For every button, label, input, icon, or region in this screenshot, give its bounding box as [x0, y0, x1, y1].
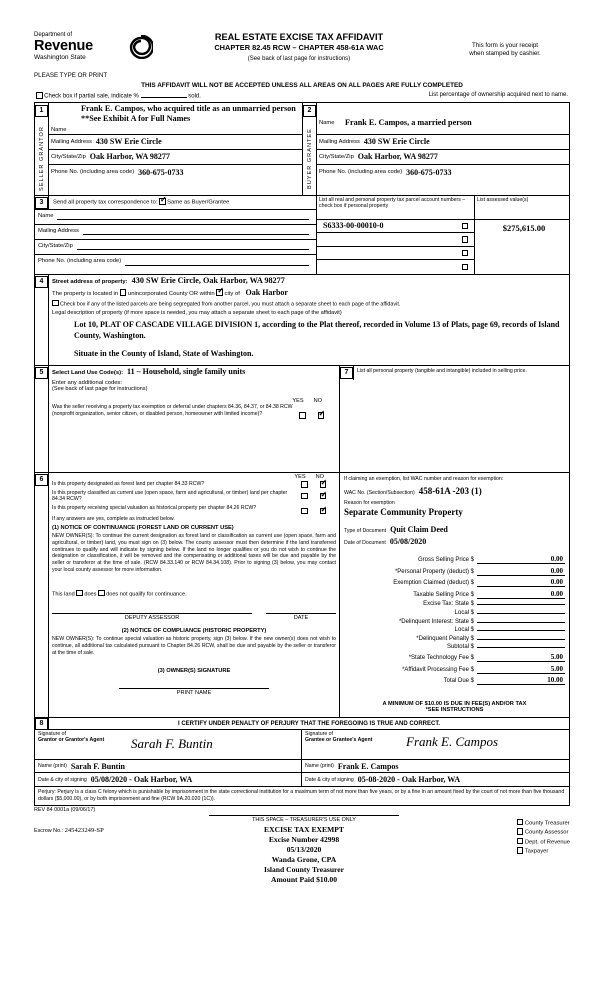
grantor-date-row[interactable]: [35, 773, 301, 786]
amount-value-5[interactable]: [477, 613, 565, 614]
doc-type-value: Quit Claim Deed: [390, 525, 448, 534]
grantor-date-value: 05/08/2020 - Oak Harbor, WA: [90, 775, 193, 785]
parcel-column: [317, 196, 475, 274]
grantee-date-row[interactable]: [302, 773, 569, 786]
receipt-line2: when stamped by cashier.: [469, 50, 541, 58]
amount-row: [344, 636, 565, 642]
street-address-value: 430 SW Erie Circle, Oak Harbor, WA 98277: [131, 275, 285, 285]
notice2-title: (2) NOTICE OF COMPLIANCE (HISTORIC PROPERTY): [121, 628, 267, 634]
revenue-swirl-icon: [129, 35, 153, 59]
minimum-note-line1: A MINIMUM OF $10.00 IS DUE IN FEE(S) AND/OR TAX: [382, 701, 527, 708]
seller-phone-label: Phone No. (including area code): [51, 169, 135, 175]
same-as-buyer-label: Same as Buyer/Grantee: [167, 199, 230, 206]
continuance-row: [52, 590, 336, 598]
seller-city-row[interactable]: [49, 150, 302, 165]
grantor-name-label: Name (print): [38, 763, 67, 770]
amount-value-0[interactable]: 0.00: [477, 555, 565, 564]
box6-yes-header: YES: [294, 474, 306, 480]
amount-row: [344, 555, 565, 564]
certify-box-number: 8: [35, 718, 48, 730]
seller-name-row[interactable]: [49, 103, 302, 135]
buyer-mailing-label: Mailing Address: [319, 138, 360, 145]
correspondence-box-number: 3: [35, 197, 48, 209]
amount-row: [344, 676, 565, 685]
q1-yes-checkbox[interactable]: [301, 481, 308, 488]
stamp-line-3: Wanda Grone, CPA: [271, 854, 337, 864]
amount-label-3: Taxable Selling Price $: [413, 591, 474, 598]
city-of-label: city of: [224, 290, 240, 297]
print-name-label: PRINT NAME: [176, 690, 212, 697]
amount-label-4: Excise Tax: State $: [423, 601, 474, 608]
recipient-row[interactable]: [517, 819, 570, 829]
affidavit-form: [34, 30, 570, 895]
grantor-signature: Sarah F. Buntin: [131, 736, 213, 752]
title-block: [184, 32, 414, 62]
seller-block: [35, 103, 303, 195]
amount-row: [344, 653, 565, 662]
seller-city-value: Oak Harbor, WA 98277: [89, 152, 170, 161]
grantee-sig-bold: Grantee or Grantee's Agent: [305, 737, 373, 744]
parcel-row[interactable]: [317, 247, 474, 261]
buyer-side-label: BUYER GRANTEE: [306, 128, 313, 189]
amount-value-9[interactable]: [477, 647, 565, 648]
parcel-row[interactable]: [317, 233, 474, 247]
situate-value: Situate in the County of Island, State of Washington.: [74, 349, 254, 358]
amount-label-7: Local $: [454, 627, 474, 634]
amount-label-2: Exemption Claimed (deduct) $: [393, 580, 474, 587]
located-in-label: The property is located in: [52, 290, 119, 297]
assessed-column: [475, 196, 569, 274]
located-in-row: [52, 288, 566, 297]
deputy-assessor-signature-line[interactable]: DEPUTY ASSESSOR: [52, 613, 252, 621]
amount-label-11: *Affidavit Processing Fee $: [402, 666, 474, 673]
segregation-row: [52, 300, 566, 308]
grantor-signature-row[interactable]: [35, 730, 301, 760]
city-value: Oak Harbor: [245, 287, 288, 297]
partial-sale-checkbox[interactable]: [36, 92, 43, 99]
grantee-signature: Frank E. Campos: [406, 734, 499, 750]
box6-number: 6: [35, 474, 48, 486]
exemption-claim-label: If claiming an exemption, list WAC number and reason for exemption:: [344, 476, 504, 482]
corr-phone-label: Phone No. (including area code): [38, 257, 122, 264]
escrow-value: 245423249-SP: [64, 826, 104, 834]
seller-mailing-label: Mailing Address: [51, 138, 92, 145]
doc-date-value: 05/08/2020: [389, 537, 427, 546]
amount-label-0: Gross Selling Price $: [417, 557, 474, 563]
recipient-label-2: Dept. of Revenue: [524, 839, 570, 846]
form-subtitle: CHAPTER 82.45 RCW – CHAPTER 458-61A WAC: [214, 43, 384, 52]
corr-mailing-label: Mailing Address: [38, 227, 79, 234]
city-of-checkbox[interactable]: [216, 289, 223, 296]
taxpayer-checkbox[interactable]: [517, 847, 524, 854]
legal-description-label: Legal description of property (if more space is needed, you may attach a separate sheet to each page of the affidavit): [52, 310, 342, 316]
dept-line1: Department of: [34, 32, 73, 38]
amount-row: [344, 665, 565, 674]
grantor-date-label: Date & city of signing: [38, 776, 87, 783]
does-label: does: [84, 591, 97, 597]
buyer-box-number: 2 BUYER GRANTEE: [303, 103, 317, 195]
parcel-number-0: S6333-00-00010-0: [323, 221, 384, 231]
amount-value-4[interactable]: [477, 604, 565, 605]
wac-row[interactable]: [344, 486, 565, 496]
segregation-checkbox[interactable]: [52, 300, 59, 307]
notice1-title: (1) NOTICE OF CONTINUANCE (FOREST LAND OR CURRENT USE): [52, 525, 234, 531]
grantee-date-value: 05-08-2020 - Oak Harbor, WA: [357, 775, 461, 785]
corr-name-row[interactable]: [35, 210, 316, 225]
amount-row: [344, 590, 565, 599]
parties-section: [34, 102, 570, 196]
grantee-name-label: Name (print): [305, 763, 334, 770]
correspondence-section: [34, 196, 570, 275]
corr-mailing-row[interactable]: [35, 225, 316, 240]
landuse-personal-section: [34, 366, 570, 473]
grantor-name-value: Sarah F. Buntin: [70, 761, 125, 771]
recipient-label-0: County Treasurer: [524, 820, 570, 827]
county-assessor-checkbox[interactable]: [517, 828, 524, 835]
dept-line3: Washington State: [34, 54, 86, 61]
corr-name-label: Name: [38, 212, 54, 219]
does-not-qualify-checkbox[interactable]: [98, 590, 105, 597]
acceptance-notice: THIS AFFIDAVIT WILL NOT BE ACCEPTED UNLESS ALL AREAS ON ALL PAGES ARE FULLY COMPLETED: [141, 82, 463, 89]
amount-row: [344, 619, 565, 625]
parcel-row[interactable]: [317, 260, 474, 274]
box6-q2: Is this property classified as current use (open space, farm and agricultural, or timber) land per chapter 84.34 RCW?: [52, 489, 288, 502]
reason-row[interactable]: [344, 499, 565, 517]
amount-value-1[interactable]: 0.00: [477, 567, 565, 576]
box6-amounts-section: [34, 473, 570, 718]
exemption-yes-checkbox[interactable]: [299, 412, 306, 419]
property-section: [34, 275, 570, 367]
seller-phone-row[interactable]: [49, 165, 302, 180]
landuse-see-back: (See back of last page for instructions): [52, 386, 148, 392]
amount-row: [344, 578, 565, 587]
escrow-label: Escrow No.:: [34, 827, 64, 834]
parcel-header: List all real and personal property tax parcel account numbers – check box if personal property: [317, 196, 474, 220]
amount-row: [344, 644, 565, 650]
seller-phone-value: 360-675-0733: [138, 167, 184, 177]
recipient-list: [517, 819, 570, 857]
amount-value-10[interactable]: 5.00: [477, 653, 565, 662]
assessed-header: List assessed value(s): [475, 196, 569, 220]
buyer-city-label: City/State/Zip: [319, 153, 354, 160]
landuse-code-value: 11 – Household, single family units: [127, 367, 246, 376]
county-or-label: County OR within: [168, 290, 215, 297]
unincorporated-label: unincorporated: [127, 290, 168, 297]
box6-if-any: If any answers are yes, complete as instructed below.: [52, 516, 175, 522]
corr-city-label: City/State/Zip: [38, 242, 73, 249]
legal-description-value: Lot 10, PLAT OF CASCADE VILLAGE DIVISION 1, according to the Plat thereof, recorded in Volume 13 of Plats, page 69, records of Island County, Washington.: [74, 320, 560, 340]
seller-mailing-row[interactable]: [49, 135, 302, 150]
reason-label: Reason for exemption: [344, 500, 395, 506]
notice1-body: NEW OWNER(S): To continue the current designation as forest land or classification as current use (open space, farm and agricultural, or timber) land, you must sign on (3) below. The county assessor must then determine if the land transferred continues to qualify and will indicate by signing below. If the land no longer qualifies or you do not wish to continue the designation or classification, it will be removed and the compensating or additional taxes will be due and payable by the seller or transferor at the time of sale. (RCW 84.33.140 or RCW 84.34.108). Prior to signing (3) below, you may contact your local county assessor for more information.: [52, 533, 336, 573]
buyer-phone-row[interactable]: [317, 165, 569, 180]
landuse-yes-header: YES: [292, 398, 304, 404]
dept-of-revenue-checkbox[interactable]: [517, 838, 524, 845]
seller-side-label: SELLER GRANTOR: [38, 126, 45, 191]
doc-date-label: Date of Document: [344, 540, 386, 546]
minimum-note-line2: *SEE INSTRUCTIONS: [425, 707, 484, 714]
amount-row: [344, 567, 565, 576]
personal-property-box-number: 7: [340, 367, 353, 379]
seller-box-number: 1 SELLER GRANTOR: [35, 103, 49, 195]
rev-number: REV 84 0001a (09/06/17): [34, 806, 96, 813]
buyer-city-value: Oak Harbor, WA 98277: [357, 152, 438, 161]
segregation-note: Check box if any of the listed parcels are being segregated from another parcel, you must attach a separate sheet to each page of the affidavit.: [60, 301, 401, 307]
parcel-personal-checkbox-0[interactable]: [462, 223, 469, 230]
amount-value-12[interactable]: 10.00: [477, 676, 565, 685]
same-as-buyer-checkbox[interactable]: [159, 198, 166, 205]
amount-label-1: *Personal Property (deduct) $: [394, 568, 474, 575]
type-print-note: PLEASE TYPE OR PRINT: [34, 72, 108, 79]
amount-label-12: Total Due $: [443, 678, 474, 685]
street-address-label: Street address of property:: [52, 278, 128, 285]
treasurer-stamp: [209, 825, 399, 885]
buyer-name-row[interactable]: [317, 103, 569, 135]
buyer-city-row[interactable]: [317, 150, 569, 165]
landuse-code-row[interactable]: [52, 367, 336, 376]
treasurer-use-header: THIS SPACE – TREASURER'S USE ONLY: [209, 815, 399, 823]
reason-value: Separate Community Property: [344, 507, 463, 517]
amount-value-6[interactable]: [477, 622, 565, 623]
seller-city-label: City/State/Zip: [51, 153, 86, 160]
exemption-question: Was the seller receiving a property tax exemption or deferral under chapters 84.36, 84.37, or 84.38 RCW (nonprofit organization, senior citizen, or disabled person, homeowner with limited income)?: [52, 404, 293, 417]
stamp-line-4: Island County Treasurer: [263, 864, 345, 874]
grantee-sig-label: Signature of: [305, 731, 333, 738]
stamp-line-1: Excise Number 42998: [268, 834, 340, 844]
street-address-row[interactable]: [52, 276, 566, 285]
seller-name-label: Name: [51, 126, 67, 133]
partial-sale-label: Check box if partial sale, indicate %: [44, 93, 139, 100]
deputy-assessor-date-line[interactable]: DATE: [266, 613, 336, 621]
correspondence-left: [35, 196, 317, 274]
q1-no-checkbox[interactable]: [320, 481, 327, 488]
corr-phone-row[interactable]: [35, 255, 316, 270]
county-treasurer-checkbox[interactable]: [517, 819, 524, 826]
grantee-name-row[interactable]: [302, 760, 569, 773]
exemption-amounts-block: [340, 473, 569, 717]
q2-yes-checkbox[interactable]: [301, 493, 308, 500]
landuse-additional-label: Enter any additional codes:: [52, 380, 122, 386]
assessed-value-cell[interactable]: [475, 220, 569, 236]
does-qualify-checkbox[interactable]: [76, 590, 83, 597]
exemption-no-checkbox[interactable]: [318, 412, 325, 419]
grantor-name-row[interactable]: [35, 760, 301, 773]
box6-no-header: NO: [315, 474, 324, 480]
amount-row: [344, 610, 565, 616]
landuse-select-label: Select Land Use Code(s):: [52, 370, 124, 376]
receipt-line1: This form is your receipt: [471, 42, 539, 49]
property-box-number: 4: [35, 276, 48, 288]
recipient-row[interactable]: [517, 828, 570, 838]
recipient-row[interactable]: [517, 847, 570, 857]
send-correspondence-label: Send all property tax correspondence to:: [53, 199, 158, 206]
parcel-personal-checkbox-1[interactable]: [462, 236, 469, 243]
buyer-name-value: Frank E. Campos, a married person: [345, 117, 472, 127]
buyer-phone-label: Phone No. (including area code): [319, 169, 403, 175]
buyer-name-label: Name: [319, 119, 335, 126]
this-land-label: This land: [52, 591, 75, 597]
parcel-personal-checkbox-2[interactable]: [462, 250, 469, 257]
certify-title: I CERTIFY UNDER PENALTY OF PERJURY THAT THE FOREGOING IS TRUE AND CORRECT.: [177, 720, 441, 727]
notice2-body: NEW OWNER(S): To continue special valuation as historic property, sign (3) below. If the new owner(s) does not wish to continue, all additional tax calculated pursuant to Chapter 84.26 RCW, shall be due and payable by the seller or transferor at the time of sale.: [52, 636, 336, 656]
seller-name-value: Frank E. Campos, who acquired title as an unmarried person **See Exhibit A for Full Names: [81, 103, 296, 123]
grantor-sig-label: Signature of: [38, 731, 66, 738]
assessed-value: $275,615.00: [502, 222, 546, 233]
amount-label-10: *State Technology Fee $: [408, 654, 474, 661]
amount-row: [344, 601, 565, 607]
grantee-signature-row[interactable]: [302, 730, 569, 760]
partial-sale-group: [36, 92, 201, 100]
buyer-mailing-value: 430 SW Erie Circle: [363, 137, 430, 146]
amount-label-8: *Delinquent Penalty $: [416, 635, 474, 642]
doc-type-row[interactable]: [344, 525, 565, 534]
grantee-name-value: Frank E. Campos: [337, 761, 399, 771]
instructions-note: (See back of last page for instructions): [247, 56, 351, 62]
dept-line2: Revenue: [34, 38, 94, 54]
amount-value-7[interactable]: [477, 630, 565, 631]
certify-section: [34, 718, 570, 806]
buyer-phone-value: 360-675-0733: [406, 167, 452, 177]
escrow-row[interactable]: [34, 827, 104, 834]
percentage-note: List percentage of ownership acquired next to name.: [428, 92, 568, 98]
buyer-mailing-row[interactable]: [317, 135, 569, 150]
receipt-note: [440, 42, 570, 59]
unincorporated-checkbox[interactable]: [120, 289, 127, 296]
amount-value-3[interactable]: 0.00: [477, 590, 565, 599]
form-title: REAL ESTATE EXCISE TAX AFFIDAVIT: [214, 32, 384, 42]
amount-row: [344, 627, 565, 633]
minimum-note: [344, 701, 565, 713]
form-header: [34, 30, 570, 82]
buyer-block: [303, 103, 569, 195]
q3-yes-checkbox[interactable]: [301, 508, 308, 515]
q2-no-checkbox[interactable]: [320, 493, 327, 500]
wac-label: WAC No. (Section/Subsection): [344, 490, 415, 496]
owner-signature-title: (3) OWNER(S) SIGNATURE: [157, 668, 231, 675]
amount-value-11[interactable]: 5.00: [477, 665, 565, 674]
doc-date-row[interactable]: [344, 537, 565, 546]
recipient-row[interactable]: [517, 838, 570, 848]
box6-q1: Is this property designated as forest land per chapter 84.33 RCW?: [52, 481, 205, 487]
recipient-label-3: Taxpayer: [524, 848, 549, 855]
amount-label-6: *Delinquent Interest: State $: [398, 618, 474, 625]
partial-sale-row: [34, 92, 570, 100]
seller-mailing-value: 430 SW Erie Circle: [95, 137, 162, 146]
amount-label-5: Local $: [454, 609, 474, 616]
landuse-no-header: NO: [313, 398, 322, 404]
stamp-line-0: EXCISE TAX EXEMPT: [264, 824, 344, 834]
q3-no-checkbox[interactable]: [320, 508, 327, 515]
landuse-box-number: 5: [35, 367, 48, 379]
doc-type-label: Type of Document: [344, 528, 387, 534]
amount-value-8[interactable]: [477, 639, 565, 640]
wac-value: 458-61A -203 (1): [418, 486, 482, 496]
form-footer: [34, 807, 570, 895]
sold-label: sold.: [188, 93, 201, 100]
perjury-note: Perjury: Perjury is a class C felony which is punishable by imprisonment in the state correctional institution for a maximum term of not more than five years, or by a fine in an amount fixed by the court of not more than five thousand dollars ($5,000.00), or by both imprisonment and fine (RCW 9A.20.020 (1C)).: [35, 786, 569, 805]
personal-property-label: List all personal property (tangible and intangible) included in selling price.: [357, 368, 527, 374]
stamp-line-2: 05/13/2020: [286, 844, 322, 854]
grantor-sig-bold: Grantor or Grantor's Agent: [38, 737, 105, 744]
recipient-label-1: County Assessor: [524, 829, 569, 836]
parcel-personal-checkbox-3[interactable]: [462, 264, 469, 271]
parcel-row[interactable]: [317, 220, 474, 234]
corr-city-row[interactable]: [35, 240, 316, 255]
box6-q3: Is this property receiving special valuation as historical property per chapter 84.26 RCW?: [52, 504, 257, 511]
amounts-list: [344, 555, 565, 685]
grantee-date-label: Date & city of signing: [305, 776, 354, 783]
stamp-line-5: Amount Paid $10.00: [270, 874, 338, 884]
amount-value-2[interactable]: 0.00: [477, 578, 565, 587]
amount-label-9: Subtotal $: [446, 644, 474, 651]
does-not-label: does not qualify for continuance.: [106, 591, 187, 597]
